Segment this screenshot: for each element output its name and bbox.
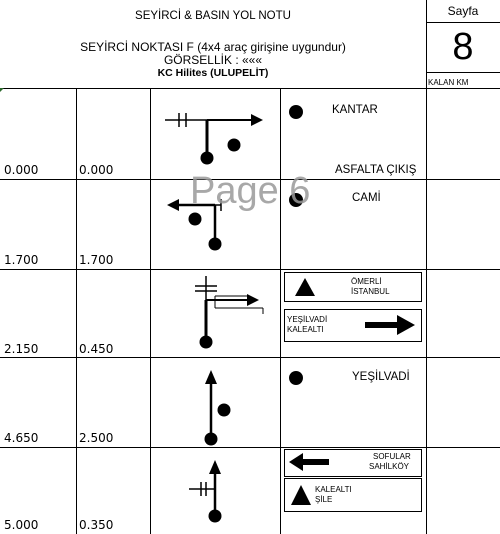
left-arrow-icon [289, 453, 329, 471]
direction-sign [284, 478, 422, 512]
sign-line: ŞİLE [315, 495, 333, 504]
note-text: ASFALTA ÇIKIŞ [335, 164, 417, 176]
total-km: 0.000 [4, 163, 39, 177]
divider [76, 88, 77, 534]
note-text: CAMİ [352, 192, 381, 204]
sign-line: SAHİLKÖY [369, 462, 410, 471]
direction-sign [284, 309, 422, 342]
page-label: Sayfa [447, 4, 479, 18]
partial-km: 0.350 [79, 518, 114, 532]
header [0, 0, 426, 88]
remaining-km-label: KALAN KM [428, 78, 469, 87]
sign-line: KALEALTI [287, 325, 324, 334]
tulip-diagram [151, 448, 280, 534]
direction-sign [284, 449, 422, 477]
sign-line: ÖMERLİ [351, 277, 382, 286]
tulip-diagram [151, 180, 280, 269]
up-arrow-icon [291, 485, 311, 505]
page-title: SEYİRCİ & BASIN YOL NOTU [135, 10, 291, 22]
direction-sign [284, 272, 422, 302]
sign-line: KALEALTI [315, 485, 352, 494]
divider [426, 22, 500, 23]
tulip-diagram [151, 358, 280, 447]
partial-km: 2.500 [79, 431, 114, 445]
tulip-diagram [151, 89, 280, 179]
watermark: Page 6 [190, 170, 311, 212]
sign-line: SOFULAR [373, 452, 411, 461]
total-km: 1.700 [4, 253, 39, 267]
total-km: 2.150 [4, 342, 39, 356]
bullet-icon [288, 192, 304, 208]
bullet-icon [288, 104, 304, 120]
partial-km: 0.450 [79, 342, 114, 356]
sign-line: YEŞİLVADİ [287, 315, 328, 324]
page-number: 8 [452, 26, 474, 68]
spectator-point: SEYİRCİ NOKTASI F (4x4 araç girişine uygundur) [80, 40, 346, 54]
divider [280, 88, 281, 534]
note-text: YEŞİLVADİ [352, 371, 410, 383]
partial-km: 0.000 [79, 163, 114, 177]
up-arrow-icon [295, 278, 315, 296]
bullet-icon [288, 370, 304, 386]
location-name: KC Hilites (ULUPELİT) [157, 67, 269, 79]
tulip-diagram [151, 270, 280, 357]
visibility-rating: GÖRSELLİK : ««« [163, 53, 263, 67]
divider [426, 0, 427, 534]
right-arrow-icon [365, 315, 415, 335]
total-km: 5.000 [4, 518, 39, 532]
partial-km: 1.700 [79, 253, 114, 267]
total-km: 4.650 [4, 431, 39, 445]
corner-mark [0, 88, 4, 92]
sign-line: İSTANBUL [351, 287, 390, 296]
divider [426, 72, 500, 73]
note-text: KANTAR [332, 104, 378, 116]
